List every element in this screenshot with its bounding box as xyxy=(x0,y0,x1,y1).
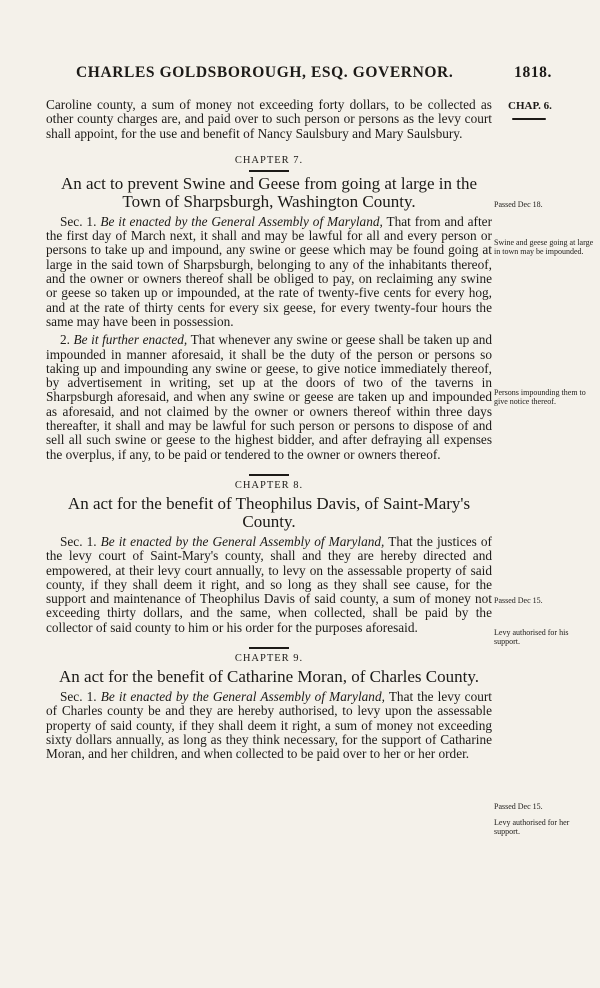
margin-chapter-ref: CHAP. 6. xyxy=(508,100,552,112)
body-text xyxy=(46,98,492,762)
page-header xyxy=(48,64,552,84)
margin-flourish xyxy=(512,118,546,120)
page-year: 1818. xyxy=(514,64,552,81)
enacting-clause: Be it enacted by the General Assembly of Maryland, xyxy=(100,213,383,229)
enacting-clause: Be it enacted by the General Assembly of Maryland, xyxy=(100,533,385,549)
section-text: That whenever any swine or geese shall be taken up and impounded in manner aforesaid, it shall be the duty of the person or persons so taking up and impounding any swine or geese, to give notice immediately thereof, by advertisement in writing, set up at the doors of two of the taverns in Sharpsburgh aforesaid, and when any swine or geese are taken up and impounded as aforesaid, and not claimed by the owner or owners thereof within three days thereafter, it shall and may be lawful for such person or persons to dispose of and sell all such swine or geese to the highest bidder, and after defraying all expenses the overplus, if any, to be paid or tendered to the owner or owners thereof. xyxy=(46,332,492,462)
chapter-heading: CHAPTER 7. xyxy=(234,154,304,166)
section-number: 2. xyxy=(60,332,70,348)
margin-note: Swine and geese going at large in town may be impounded. xyxy=(494,238,594,256)
section-text: That from and after the first day of March next, it shall and may be lawful for all and every person or persons to take up and impound, any swine or geese which may be found going at large in the said town of Sharpsburgh, belonging to any of the inhabitants thereof, and the owner or owners thereof shall be obliged to pay, on reclaiming any swine or geese so taken up or impounded, at the rate of twenty-five cents for every hog, and at the rate of thirty cents for every six geese, for every twenty-four hours the same may have been in possession. xyxy=(46,213,492,329)
margin-passed-date: Passed Dec 15. xyxy=(494,596,543,605)
margin-passed-date: Passed Dec 18. xyxy=(494,200,543,209)
section-number: Sec. 1. xyxy=(60,213,97,229)
section-text: That the levy court of Charles county be and they are hereby authorised, to levy upon the assessable property of said county, if they shall deem it right, a sum of money not exceeding sixty dollars annually, as long as they think necessary, for the support of Catharine Moran, and her children, and when collected to be paid over to her or her order. xyxy=(46,689,492,762)
margin-note: Persons impounding them to give notice thereof. xyxy=(494,388,586,406)
chapter-9 xyxy=(46,647,492,761)
chapter-rule xyxy=(249,170,289,172)
section-text: That the justices of the levy court of Saint-Mary's county, shall and they are hereby directed and empowered, at their levy court annually, to levy on the assessable property of said county, if they shall deem it right, and so long as they shall see cause, for the support and maintenance of Theophilus Davis of said county, a sum of money not exceeding thirty dollars, and the same, when collected, shall be paid by the collector of said county to him or his order for the purposes aforesaid. xyxy=(46,533,492,635)
section-paragraph xyxy=(46,690,492,761)
margin-note: Levy authorised for his support. xyxy=(494,628,569,646)
chapter-8 xyxy=(46,474,492,635)
margin-passed-date: Passed Dec 15. xyxy=(494,802,543,811)
margin-note: Levy authorised for her support. xyxy=(494,818,570,836)
chapter-rule xyxy=(249,647,289,649)
running-title: CHARLES GOLDSBOROUGH, ESQ. GOVERNOR. xyxy=(76,64,454,81)
act-title: An act for the benefit of Theophilus Davis, of Saint-Mary's County. xyxy=(67,493,471,531)
enacting-clause: Be it enacted by the General Assembly of Maryland, xyxy=(100,689,385,705)
chapter-heading: CHAPTER 8. xyxy=(234,479,304,491)
chapter-7 xyxy=(46,155,492,462)
act-title: An act to prevent Swine and Geese from going at large in the Town of Sharpsburgh, Washington County. xyxy=(60,173,478,211)
continued-paragraph: Caroline county, a sum of money not exceeding forty dollars, to be collected as other county charges are, and paid over to such person or persons as the levy court shall appoint, for the use and benefit of Nancy Saulsbury and Mary Saulsbury. xyxy=(46,97,492,141)
section-number: Sec. 1. xyxy=(60,533,97,549)
act-title: An act for the benefit of Catharine Moran, of Charles County. xyxy=(59,667,479,687)
section-paragraph xyxy=(46,215,492,329)
section-number: Sec. 1. xyxy=(60,689,97,705)
section-paragraph xyxy=(46,333,492,462)
chapter-heading: CHAPTER 9. xyxy=(234,653,304,665)
section-paragraph xyxy=(46,535,492,635)
enacting-clause: Be it further enacted, xyxy=(73,332,188,348)
chapter-rule xyxy=(249,474,289,476)
